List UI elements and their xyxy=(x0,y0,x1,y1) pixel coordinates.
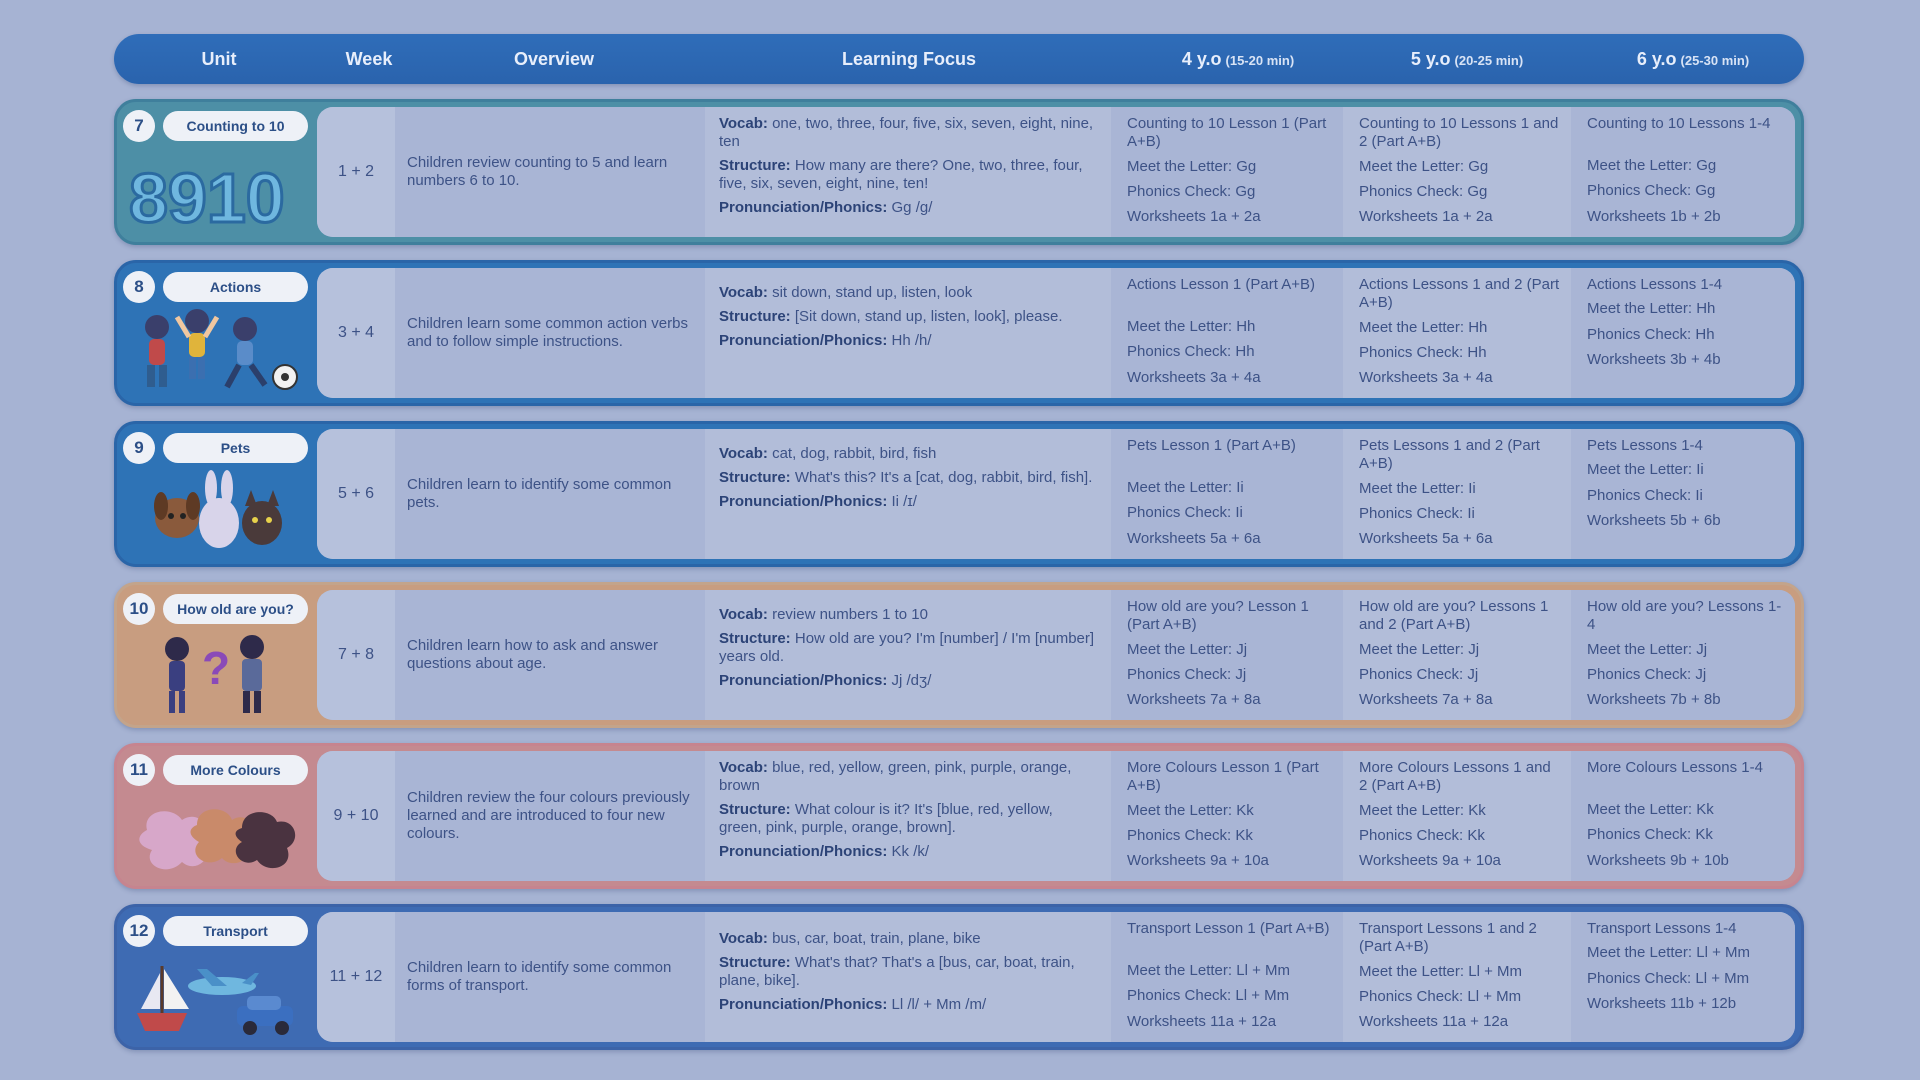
header-unit: Unit xyxy=(201,48,237,69)
unit-title-pill: Actions xyxy=(163,272,308,302)
unit-number-badge: 12 xyxy=(123,915,155,947)
vocab-label: Vocab: xyxy=(719,930,768,947)
phonics-label: Pronunciation/Phonics: xyxy=(719,199,888,216)
unit-cell xyxy=(117,907,317,1047)
age-6-lesson: Actions Lessons 1-4 xyxy=(1587,276,1723,293)
vocab-text: sit down, stand up, listen, look xyxy=(772,284,973,301)
overview-cell: Children learn some common action verbs and to follow simple instructions. xyxy=(395,268,705,398)
header-age-6-time: (25-30 min) xyxy=(1680,52,1750,68)
vocab-line xyxy=(719,445,1099,463)
vocab-text: blue, red, yellow, green, pink, purple, orange, brown xyxy=(719,759,1072,794)
numbers-art-text: 8910 xyxy=(129,159,285,236)
structure-text: What's that? That's a [bus, car, boat, train, plane, bike]. xyxy=(719,954,1075,989)
age-5-lesson: Pets Lessons 1 and 2 (Part A+B) xyxy=(1359,437,1540,473)
unit-row-9 xyxy=(114,421,1804,567)
learning-focus-cell xyxy=(705,751,1111,881)
unit-title-pill: Counting to 10 xyxy=(163,111,308,141)
overview-cell: Children learn to identify some common pets. xyxy=(395,429,705,559)
unit-number-badge: 7 xyxy=(123,110,155,142)
age-6-worksheets: Worksheets 7b + 8b xyxy=(1587,691,1721,709)
header-age-6-label: 6 y.o xyxy=(1636,48,1677,69)
phonics-label: Pronunciation/Phonics: xyxy=(719,996,888,1013)
structure-line xyxy=(719,308,1099,326)
unit-row-7 xyxy=(114,99,1804,245)
structure-line xyxy=(719,469,1099,487)
structure-text: What's this? It's a [cat, dog, rabbit, bird, fish]. xyxy=(794,469,1093,486)
unit-panel xyxy=(317,590,1795,720)
unit-title-pill: Pets xyxy=(163,433,308,463)
structure-label: Structure: xyxy=(719,157,791,174)
age-5-phonics-check: Phonics Check: Jj xyxy=(1359,665,1479,683)
age-5-meet-letter: Meet the Letter: Gg xyxy=(1359,157,1489,175)
age-4-worksheets: Worksheets 3a + 4a xyxy=(1127,368,1261,386)
unit-title-pill: Transport xyxy=(163,916,308,946)
overview-cell: Children review counting to 5 and learn numbers 6 to 10. xyxy=(395,107,705,237)
structure-text: How many are there? One, two, three, four, five, six, seven, eight, nine, ten! xyxy=(719,157,1083,192)
age-4-meet-letter: Meet the Letter: Kk xyxy=(1127,801,1254,819)
age-5-lesson: Counting to 10 Lessons 1 and 2 (Part A+B) xyxy=(1359,115,1559,151)
age-6-lesson: How old are you? Lessons 1-4 xyxy=(1587,598,1782,634)
vocab-line xyxy=(719,606,1099,624)
age-5-worksheets: Worksheets 5a + 6a xyxy=(1359,530,1493,548)
age-6-meet-letter: Meet the Letter: Hh xyxy=(1587,300,1716,318)
age-5-worksheets: Worksheets 1a + 2a xyxy=(1359,208,1493,226)
learning-focus-cell xyxy=(705,912,1111,1042)
age-6-meet-letter: Meet the Letter: Gg xyxy=(1587,157,1717,174)
age-4-lesson: Actions Lesson 1 (Part A+B) xyxy=(1127,276,1316,293)
age-6-cell xyxy=(1571,912,1795,1042)
header-learning-focus: Learning Focus xyxy=(841,48,976,69)
age-4-meet-letter: Meet the Letter: Hh xyxy=(1127,318,1256,335)
overview-cell: Children learn to identify some common forms of transport. xyxy=(395,912,705,1042)
age-5-lesson: Actions Lessons 1 and 2 (Part A+B) xyxy=(1359,276,1560,312)
phonics-line xyxy=(719,199,1099,217)
age-5-lesson: How old are you? Lessons 1 and 2 (Part A+B) xyxy=(1359,598,1549,634)
unit-row-8 xyxy=(114,260,1804,406)
unit-panel xyxy=(317,268,1795,398)
unit-row-10 xyxy=(114,582,1804,728)
age-5-phonics-check: Phonics Check: Kk xyxy=(1359,826,1485,844)
vocab-line xyxy=(719,115,1099,151)
age-4-meet-letter: Meet the Letter: Ii xyxy=(1127,479,1244,496)
unit-cell xyxy=(117,424,317,564)
phonics-text: Kk /k/ xyxy=(891,843,930,860)
age-4-cell xyxy=(1111,590,1343,720)
phonics-line xyxy=(719,996,1099,1014)
structure-line xyxy=(719,801,1099,837)
structure-text: How old are you? I'm [number] / I'm [number] years old. xyxy=(719,630,1095,665)
age-5-worksheets: Worksheets 9a + 10a xyxy=(1359,852,1501,870)
age-5-phonics-check: Phonics Check: Ii xyxy=(1359,504,1475,522)
age-6-meet-letter: Meet the Letter: Ll + Mm xyxy=(1587,944,1750,962)
age-6-worksheets: Worksheets 3b + 4b xyxy=(1587,350,1721,368)
age-4-meet-letter: Meet the Letter: Gg xyxy=(1127,157,1257,175)
age-4-worksheets: Worksheets 9a + 10a xyxy=(1127,852,1269,870)
age-5-worksheets: Worksheets 3a + 4a xyxy=(1359,369,1493,387)
age-5-lesson: Transport Lessons 1 and 2 (Part A+B) xyxy=(1359,920,1537,956)
phonics-label: Pronunciation/Phonics: xyxy=(719,332,888,349)
age-6-lesson: More Colours Lessons 1-4 xyxy=(1587,759,1763,776)
age-5-cell xyxy=(1343,268,1571,398)
unit-cell xyxy=(117,263,317,403)
unit-panel xyxy=(317,912,1795,1042)
unit-cell xyxy=(117,585,317,725)
phonics-line xyxy=(719,332,1099,350)
header-age-5 xyxy=(1352,49,1582,70)
numbers-8-9-10-icon xyxy=(127,146,307,236)
paint-splats-icon xyxy=(127,790,307,880)
structure-line xyxy=(719,157,1099,193)
age-5-meet-letter: Meet the Letter: Hh xyxy=(1359,318,1488,336)
unit-title-pill: More Colours xyxy=(163,755,308,785)
learning-focus-cell xyxy=(705,268,1111,398)
unit-cell xyxy=(117,102,317,242)
age-6-cell xyxy=(1571,590,1795,720)
age-6-lesson: Counting to 10 Lessons 1-4 xyxy=(1587,115,1771,132)
vocab-line xyxy=(719,759,1099,795)
age-4-cell xyxy=(1111,912,1343,1042)
unit-panel xyxy=(317,429,1795,559)
overview-cell: Children learn how to ask and answer questions about age. xyxy=(395,590,705,720)
age-5-meet-letter: Meet the Letter: Jj xyxy=(1359,640,1480,658)
structure-line xyxy=(719,630,1099,666)
age-4-cell xyxy=(1111,429,1343,559)
header-overview: Overview xyxy=(513,48,595,69)
unit-panel xyxy=(317,107,1795,237)
age-4-phonics-check: Phonics Check: Ii xyxy=(1127,504,1243,522)
week-cell: 11 + 12 xyxy=(317,912,395,1042)
unit-number-badge: 11 xyxy=(123,754,155,786)
age-5-meet-letter: Meet the Letter: Ll + Mm xyxy=(1359,962,1522,980)
structure-label: Structure: xyxy=(719,308,791,325)
age-4-lesson: Counting to 10 Lesson 1 (Part A+B) xyxy=(1127,115,1327,151)
unit-number-badge: 9 xyxy=(123,432,155,464)
age-4-meet-letter: Meet the Letter: Jj xyxy=(1127,640,1248,658)
age-5-phonics-check: Phonics Check: Hh xyxy=(1359,343,1487,361)
age-6-worksheets: Worksheets 11b + 12b xyxy=(1587,994,1737,1012)
age-5-worksheets: Worksheets 11a + 12a xyxy=(1359,1013,1509,1031)
unit-title-pill: How old are you? xyxy=(163,594,308,624)
age-6-meet-letter: Meet the Letter: Ii xyxy=(1587,461,1704,479)
age-4-phonics-check: Phonics Check: Kk xyxy=(1127,826,1253,844)
header-age-6 xyxy=(1582,49,1804,70)
age-4-phonics-check: Phonics Check: Jj xyxy=(1127,665,1247,683)
age-5-cell xyxy=(1343,590,1571,720)
vocab-text: review numbers 1 to 10 xyxy=(772,606,928,623)
vocab-label: Vocab: xyxy=(719,606,768,623)
structure-label: Structure: xyxy=(719,801,791,818)
age-5-lesson: More Colours Lessons 1 and 2 (Part A+B) xyxy=(1359,759,1551,795)
phonics-line xyxy=(719,672,1099,690)
age-5-worksheets: Worksheets 7a + 8a xyxy=(1359,691,1493,709)
age-6-meet-letter: Meet the Letter: Jj xyxy=(1587,640,1708,658)
age-5-cell xyxy=(1343,751,1571,881)
unit-cell xyxy=(117,746,317,886)
age-6-meet-letter: Meet the Letter: Kk xyxy=(1587,801,1714,818)
age-5-phonics-check: Phonics Check: Ll + Mm xyxy=(1359,987,1522,1005)
age-5-meet-letter: Meet the Letter: Kk xyxy=(1359,801,1486,819)
vocab-text: one, two, three, four, five, six, seven, eight, nine, ten xyxy=(719,115,1094,150)
pets-icon xyxy=(127,468,307,558)
learning-focus-cell xyxy=(705,429,1111,559)
week-cell: 3 + 4 xyxy=(317,268,395,398)
age-4-cell xyxy=(1111,751,1343,881)
phonics-label: Pronunciation/Phonics: xyxy=(719,493,888,510)
header-age-4-label: 4 y.o xyxy=(1181,48,1222,69)
overview-cell: Children review the four colours previously learned and are introduced to four new colours. xyxy=(395,751,705,881)
header-age-4-time: (15-20 min) xyxy=(1225,52,1295,68)
age-4-worksheets: Worksheets 5a + 6a xyxy=(1127,529,1261,547)
structure-text: [Sit down, stand up, listen, look], please. xyxy=(794,308,1063,325)
header-age-4 xyxy=(1124,49,1352,70)
vocab-text: cat, dog, rabbit, bird, fish xyxy=(772,445,937,462)
phonics-text: Jj /dʒ/ xyxy=(891,672,932,689)
vocab-label: Vocab: xyxy=(719,759,768,776)
age-6-lesson: Transport Lessons 1-4 xyxy=(1587,920,1737,937)
age-6-phonics-check: Phonics Check: Kk xyxy=(1587,826,1713,844)
age-6-phonics-check: Phonics Check: Jj xyxy=(1587,665,1707,683)
children-question-icon xyxy=(127,629,307,719)
age-6-cell xyxy=(1571,268,1795,398)
children-actions-icon xyxy=(127,307,307,397)
header-age-5-label: 5 y.o xyxy=(1410,48,1451,69)
age-4-worksheets: Worksheets 1a + 2a xyxy=(1127,208,1261,226)
learning-focus-cell xyxy=(705,590,1111,720)
table-header xyxy=(114,34,1804,84)
phonics-text: Ii /ɪ/ xyxy=(891,493,917,510)
vocab-line xyxy=(719,284,1099,302)
unit-row-12 xyxy=(114,904,1804,1050)
phonics-text: Gg /g/ xyxy=(891,199,933,216)
header-age-5-time: (20-25 min) xyxy=(1454,52,1524,68)
age-4-lesson: More Colours Lesson 1 (Part A+B) xyxy=(1127,759,1319,795)
age-4-lesson: How old are you? Lesson 1 (Part A+B) xyxy=(1127,598,1309,634)
age-6-phonics-check: Phonics Check: Gg xyxy=(1587,182,1716,200)
week-cell: 1 + 2 xyxy=(317,107,395,237)
vocab-label: Vocab: xyxy=(719,284,768,301)
age-6-phonics-check: Phonics Check: Hh xyxy=(1587,325,1715,343)
phonics-line xyxy=(719,843,1099,861)
age-6-phonics-check: Phonics Check: Ii xyxy=(1587,486,1703,504)
age-6-worksheets: Worksheets 1b + 2b xyxy=(1587,207,1721,225)
age-5-phonics-check: Phonics Check: Gg xyxy=(1359,182,1488,200)
age-6-phonics-check: Phonics Check: Ll + Mm xyxy=(1587,969,1750,987)
week-cell: 7 + 8 xyxy=(317,590,395,720)
structure-text: What colour is it? It's [blue, red, yellow, green, pink, purple, orange, brown]. xyxy=(719,801,1053,836)
curriculum-table xyxy=(114,34,1804,1050)
age-5-cell xyxy=(1343,912,1571,1042)
vocab-line xyxy=(719,930,1099,948)
age-4-cell xyxy=(1111,107,1343,237)
age-4-meet-letter: Meet the Letter: Ll + Mm xyxy=(1127,962,1290,979)
phonics-text: Hh /h/ xyxy=(891,332,932,349)
learning-focus-cell xyxy=(705,107,1111,237)
age-6-cell xyxy=(1571,107,1795,237)
age-5-cell xyxy=(1343,429,1571,559)
vehicles-icon xyxy=(127,951,307,1041)
vocab-text: bus, car, boat, train, plane, bike xyxy=(772,930,981,947)
unit-row-11 xyxy=(114,743,1804,889)
age-6-lesson: Pets Lessons 1-4 xyxy=(1587,437,1703,454)
age-6-worksheets: Worksheets 5b + 6b xyxy=(1587,511,1721,529)
age-4-lesson: Pets Lesson 1 (Part A+B) xyxy=(1127,437,1296,454)
phonics-label: Pronunciation/Phonics: xyxy=(719,672,888,689)
structure-line xyxy=(719,954,1099,990)
structure-label: Structure: xyxy=(719,954,791,971)
age-4-phonics-check: Phonics Check: Gg xyxy=(1127,182,1256,200)
phonics-line xyxy=(719,493,1099,511)
age-5-cell xyxy=(1343,107,1571,237)
week-cell: 5 + 6 xyxy=(317,429,395,559)
structure-label: Structure: xyxy=(719,630,791,647)
vocab-label: Vocab: xyxy=(719,445,768,462)
age-6-cell xyxy=(1571,751,1795,881)
age-4-cell xyxy=(1111,268,1343,398)
unit-number-badge: 10 xyxy=(123,593,155,625)
svg-text:?: ? xyxy=(202,642,231,694)
age-4-phonics-check: Phonics Check: Ll + Mm xyxy=(1127,987,1290,1005)
age-4-worksheets: Worksheets 11a + 12a xyxy=(1127,1012,1277,1030)
phonics-text: Ll /l/ + Mm /m/ xyxy=(891,996,987,1013)
age-6-worksheets: Worksheets 9b + 10b xyxy=(1587,851,1729,869)
unit-panel xyxy=(317,751,1795,881)
vocab-label: Vocab: xyxy=(719,115,768,132)
age-4-worksheets: Worksheets 7a + 8a xyxy=(1127,691,1261,709)
phonics-label: Pronunciation/Phonics: xyxy=(719,843,888,860)
age-6-cell xyxy=(1571,429,1795,559)
week-cell: 9 + 10 xyxy=(317,751,395,881)
unit-number-badge: 8 xyxy=(123,271,155,303)
age-4-phonics-check: Phonics Check: Hh xyxy=(1127,343,1255,361)
structure-label: Structure: xyxy=(719,469,791,486)
age-4-lesson: Transport Lesson 1 (Part A+B) xyxy=(1127,920,1330,937)
header-week: Week xyxy=(345,48,393,69)
age-5-meet-letter: Meet the Letter: Ii xyxy=(1359,479,1476,497)
